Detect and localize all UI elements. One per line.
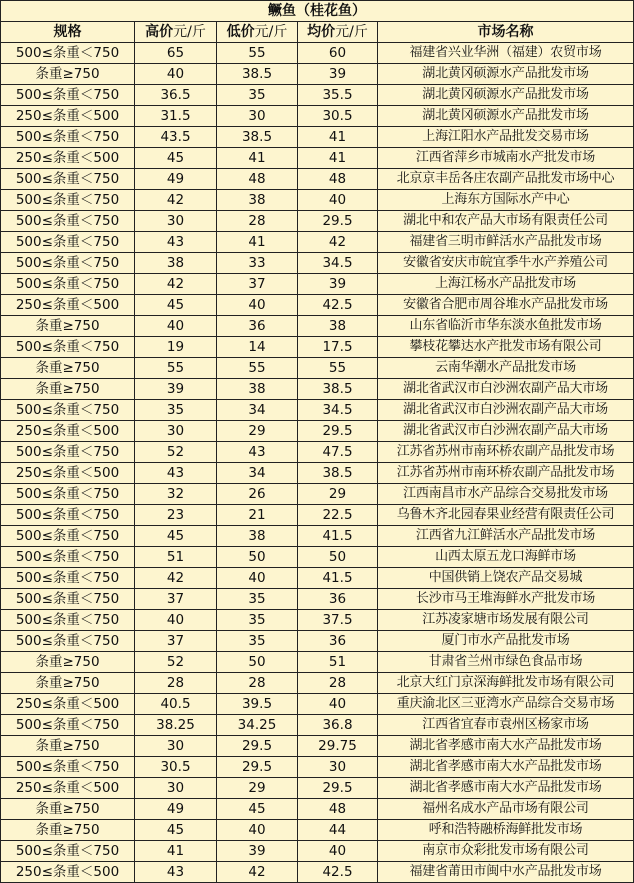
- cell-high-price: 30: [135, 778, 217, 799]
- cell-low-price: 34: [217, 463, 298, 484]
- table-row: [1, 526, 634, 547]
- cell-low-price: 38: [217, 379, 298, 400]
- table-row: [1, 631, 634, 652]
- cell-low-price: 35: [217, 610, 298, 631]
- cell-low-price: 41: [217, 232, 298, 253]
- cell-avg-price: 42.5: [298, 862, 378, 883]
- cell-spec: 500≤条重＜750: [1, 190, 135, 211]
- cell-low-price: 34: [217, 400, 298, 421]
- cell-spec: 条重≥750: [1, 64, 135, 85]
- cell-market-name: 湖北省武汉市白沙洲农副产品大市场: [378, 379, 634, 400]
- header-spec: 规格: [1, 22, 135, 43]
- table-row: [1, 274, 634, 295]
- header-row: [1, 22, 634, 43]
- cell-market-name: 江苏省苏州市南环桥农副产品批发市场: [378, 463, 634, 484]
- cell-low-price: 42: [217, 862, 298, 883]
- cell-market-name: 湖北省武汉市白沙洲农副产品大市场: [378, 421, 634, 442]
- cell-low-price: 43: [217, 442, 298, 463]
- cell-high-price: 49: [135, 169, 217, 190]
- cell-low-price: 21: [217, 505, 298, 526]
- cell-avg-price: 44: [298, 820, 378, 841]
- cell-market-name: 福建省兴业华洲（福建）农贸市场: [378, 43, 634, 64]
- cell-spec: 500≤条重＜750: [1, 715, 135, 736]
- cell-market-name: 湖北黄冈硕源水产品批发市场: [378, 85, 634, 106]
- cell-high-price: 35: [135, 400, 217, 421]
- cell-spec: 500≤条重＜750: [1, 169, 135, 190]
- cell-low-price: 40: [217, 568, 298, 589]
- table-row: [1, 64, 634, 85]
- cell-market-name: 重庆渝北区三亚湾水产品综合交易市场: [378, 694, 634, 715]
- cell-spec: 500≤条重＜750: [1, 337, 135, 358]
- table-row: [1, 232, 634, 253]
- header-avg: [298, 22, 378, 43]
- cell-spec: 500≤条重＜750: [1, 547, 135, 568]
- cell-spec: 条重≥750: [1, 736, 135, 757]
- table-row: [1, 211, 634, 232]
- cell-market-name: 湖北省孝感市南大水产品批发市场: [378, 778, 634, 799]
- table-row: [1, 316, 634, 337]
- cell-avg-price: 29: [298, 484, 378, 505]
- cell-spec: 500≤条重＜750: [1, 568, 135, 589]
- cell-spec: 500≤条重＜750: [1, 253, 135, 274]
- cell-market-name: 福建省莆田市闽中水产品批发市场: [378, 862, 634, 883]
- table-row: [1, 547, 634, 568]
- table-row: [1, 253, 634, 274]
- table-row: [1, 169, 634, 190]
- cell-high-price: 30: [135, 736, 217, 757]
- cell-low-price: 55: [217, 358, 298, 379]
- cell-high-price: 52: [135, 652, 217, 673]
- cell-high-price: 19: [135, 337, 217, 358]
- cell-market-name: 湖北中和农产品大市场有限责任公司: [378, 211, 634, 232]
- cell-low-price: 28: [217, 211, 298, 232]
- cell-high-price: 43.5: [135, 127, 217, 148]
- cell-low-price: 14: [217, 337, 298, 358]
- cell-avg-price: 40: [298, 694, 378, 715]
- cell-low-price: 40: [217, 820, 298, 841]
- cell-spec: 500≤条重＜750: [1, 631, 135, 652]
- cell-low-price: 48: [217, 169, 298, 190]
- cell-avg-price: 37.5: [298, 610, 378, 631]
- cell-avg-price: 36: [298, 631, 378, 652]
- cell-spec: 500≤条重＜750: [1, 85, 135, 106]
- cell-avg-price: 36.8: [298, 715, 378, 736]
- cell-high-price: 40: [135, 316, 217, 337]
- cell-high-price: 45: [135, 148, 217, 169]
- table-title: 鳜鱼（桂花鱼）: [1, 1, 634, 22]
- title-row: [1, 1, 634, 22]
- cell-low-price: 38: [217, 526, 298, 547]
- cell-spec: 500≤条重＜750: [1, 841, 135, 862]
- cell-market-name: 山西太原五龙口海鲜市场: [378, 547, 634, 568]
- cell-spec: 条重≥750: [1, 652, 135, 673]
- cell-low-price: 34.25: [217, 715, 298, 736]
- cell-high-price: 30.5: [135, 757, 217, 778]
- table-row: [1, 757, 634, 778]
- cell-avg-price: 48: [298, 799, 378, 820]
- cell-low-price: 50: [217, 547, 298, 568]
- cell-avg-price: 50: [298, 547, 378, 568]
- cell-high-price: 42: [135, 274, 217, 295]
- cell-high-price: 45: [135, 526, 217, 547]
- cell-avg-price: 39: [298, 64, 378, 85]
- cell-avg-price: 47.5: [298, 442, 378, 463]
- cell-high-price: 40: [135, 64, 217, 85]
- cell-avg-price: 41: [298, 127, 378, 148]
- cell-market-name: 湖北省孝感市南大水产品批发市场: [378, 757, 634, 778]
- cell-spec: 500≤条重＜750: [1, 274, 135, 295]
- cell-spec: 500≤条重＜750: [1, 610, 135, 631]
- table-row: [1, 820, 634, 841]
- header-avg-unit: 元/斤: [335, 24, 368, 40]
- cell-avg-price: 30: [298, 757, 378, 778]
- cell-low-price: 50: [217, 652, 298, 673]
- cell-spec: 250≤条重＜500: [1, 862, 135, 883]
- cell-market-name: 湖北黄冈硕源水产品批发市场: [378, 64, 634, 85]
- cell-avg-price: 40: [298, 190, 378, 211]
- cell-market-name: 长沙市马王堆海鲜水产批发市场: [378, 589, 634, 610]
- table-row: [1, 358, 634, 379]
- cell-high-price: 37: [135, 631, 217, 652]
- cell-market-name: 江苏凌家塘市场发展有限公司: [378, 610, 634, 631]
- header-low-unit: 元/斤: [254, 24, 288, 40]
- cell-high-price: 43: [135, 862, 217, 883]
- cell-low-price: 40: [217, 295, 298, 316]
- cell-market-name: 上海东方国际水产中心: [378, 190, 634, 211]
- cell-avg-price: 30.5: [298, 106, 378, 127]
- table-row: [1, 736, 634, 757]
- cell-market-name: 江西省宜春市袁州区杨家市场: [378, 715, 634, 736]
- cell-avg-price: 29.5: [298, 211, 378, 232]
- cell-spec: 条重≥750: [1, 316, 135, 337]
- table-row: [1, 295, 634, 316]
- cell-high-price: 23: [135, 505, 217, 526]
- table-row: [1, 652, 634, 673]
- cell-avg-price: 22.5: [298, 505, 378, 526]
- cell-low-price: 35: [217, 589, 298, 610]
- table-row: [1, 463, 634, 484]
- cell-spec: 500≤条重＜750: [1, 43, 135, 64]
- cell-low-price: 33: [217, 253, 298, 274]
- cell-market-name: 厦门市水产品批发市场: [378, 631, 634, 652]
- cell-avg-price: 42.5: [298, 295, 378, 316]
- cell-market-name: 安徽省合肥市周谷堆水产品批发市场: [378, 295, 634, 316]
- cell-low-price: 29: [217, 421, 298, 442]
- table-row: [1, 673, 634, 694]
- cell-high-price: 45: [135, 295, 217, 316]
- cell-market-name: 安徽省安庆市皖宜季牛水产养殖公司: [378, 253, 634, 274]
- table-row: [1, 841, 634, 862]
- cell-low-price: 41: [217, 148, 298, 169]
- cell-low-price: 28: [217, 673, 298, 694]
- cell-low-price: 35: [217, 85, 298, 106]
- table-row: [1, 862, 634, 883]
- cell-spec: 250≤条重＜500: [1, 148, 135, 169]
- cell-low-price: 29.5: [217, 736, 298, 757]
- cell-avg-price: 34.5: [298, 400, 378, 421]
- cell-spec: 条重≥750: [1, 358, 135, 379]
- cell-avg-price: 41.5: [298, 568, 378, 589]
- cell-avg-price: 51: [298, 652, 378, 673]
- header-high: [135, 22, 217, 43]
- table-row: [1, 85, 634, 106]
- cell-high-price: 38: [135, 253, 217, 274]
- cell-high-price: 52: [135, 442, 217, 463]
- cell-low-price: 30: [217, 106, 298, 127]
- cell-avg-price: 28: [298, 673, 378, 694]
- header-low-label: 低价: [226, 24, 255, 40]
- cell-low-price: 38.5: [217, 127, 298, 148]
- cell-market-name: 中国供销上饶农产品交易城: [378, 568, 634, 589]
- cell-market-name: 江苏省苏州市南环桥农副产品批发市场: [378, 442, 634, 463]
- cell-low-price: 35: [217, 631, 298, 652]
- cell-avg-price: 42: [298, 232, 378, 253]
- cell-spec: 500≤条重＜750: [1, 127, 135, 148]
- cell-spec: 500≤条重＜750: [1, 400, 135, 421]
- cell-high-price: 39: [135, 379, 217, 400]
- table-row: [1, 190, 634, 211]
- cell-high-price: 49: [135, 799, 217, 820]
- cell-spec: 条重≥750: [1, 673, 135, 694]
- cell-market-name: 南京市众彩批发市场有限公司: [378, 841, 634, 862]
- cell-spec: 250≤条重＜500: [1, 295, 135, 316]
- cell-avg-price: 55: [298, 358, 378, 379]
- table-row: [1, 43, 634, 64]
- cell-spec: 500≤条重＜750: [1, 232, 135, 253]
- cell-low-price: 39: [217, 841, 298, 862]
- table-row: [1, 715, 634, 736]
- header-avg-label: 均价: [307, 24, 336, 40]
- table-row: [1, 106, 634, 127]
- cell-market-name: 北京大红门京深海鲜批发市场有限公司: [378, 673, 634, 694]
- cell-high-price: 40: [135, 610, 217, 631]
- cell-avg-price: 48: [298, 169, 378, 190]
- cell-avg-price: 38: [298, 316, 378, 337]
- cell-high-price: 51: [135, 547, 217, 568]
- cell-market-name: 江西省九江鲜活水产品批发市场: [378, 526, 634, 547]
- cell-market-name: 湖北省武汉市白沙洲农副产品大市场: [378, 400, 634, 421]
- table-row: [1, 778, 634, 799]
- cell-market-name: 山东省临沂市华东淡水鱼批发市场: [378, 316, 634, 337]
- cell-market-name: 攀枝花攀达水产批发市场有限公司: [378, 337, 634, 358]
- table-row: [1, 127, 634, 148]
- cell-high-price: 36.5: [135, 85, 217, 106]
- cell-avg-price: 38.5: [298, 379, 378, 400]
- cell-low-price: 38: [217, 190, 298, 211]
- cell-market-name: 上海江杨水产品批发市场: [378, 274, 634, 295]
- cell-market-name: 江西南昌市水产品综合交易批发市场: [378, 484, 634, 505]
- cell-avg-price: 17.5: [298, 337, 378, 358]
- cell-high-price: 40.5: [135, 694, 217, 715]
- cell-high-price: 30: [135, 421, 217, 442]
- cell-spec: 250≤条重＜500: [1, 106, 135, 127]
- cell-low-price: 45: [217, 799, 298, 820]
- cell-high-price: 41: [135, 841, 217, 862]
- header-high-unit: 元/斤: [173, 24, 206, 40]
- cell-high-price: 65: [135, 43, 217, 64]
- cell-spec: 500≤条重＜750: [1, 484, 135, 505]
- cell-low-price: 38.5: [217, 64, 298, 85]
- table-row: [1, 799, 634, 820]
- cell-spec: 250≤条重＜500: [1, 778, 135, 799]
- table-row: [1, 421, 634, 442]
- cell-market-name: 福建省三明市鲜活水产品批发市场: [378, 232, 634, 253]
- cell-spec: 500≤条重＜750: [1, 589, 135, 610]
- cell-avg-price: 40: [298, 841, 378, 862]
- cell-spec: 500≤条重＜750: [1, 505, 135, 526]
- table-row: [1, 610, 634, 631]
- cell-high-price: 55: [135, 358, 217, 379]
- cell-avg-price: 35.5: [298, 85, 378, 106]
- cell-market-name: 云南华潮水产品批发市场: [378, 358, 634, 379]
- cell-low-price: 55: [217, 43, 298, 64]
- cell-spec: 250≤条重＜500: [1, 694, 135, 715]
- cell-spec: 500≤条重＜750: [1, 211, 135, 232]
- cell-spec: 250≤条重＜500: [1, 463, 135, 484]
- cell-high-price: 38.25: [135, 715, 217, 736]
- cell-avg-price: 39: [298, 274, 378, 295]
- cell-market-name: 江西省萍乡市城南水产批发市场: [378, 148, 634, 169]
- table-body: [1, 43, 634, 883]
- cell-avg-price: 36: [298, 589, 378, 610]
- header-low: [217, 22, 298, 43]
- cell-high-price: 42: [135, 568, 217, 589]
- cell-market-name: 福州名成水产品市场有限公司: [378, 799, 634, 820]
- cell-low-price: 29: [217, 778, 298, 799]
- table-row: [1, 337, 634, 358]
- cell-market-name: 呼和浩特融桥海鲜批发市场: [378, 820, 634, 841]
- cell-high-price: 30: [135, 211, 217, 232]
- table-row: [1, 589, 634, 610]
- table-row: [1, 484, 634, 505]
- cell-avg-price: 29.5: [298, 421, 378, 442]
- cell-avg-price: 29.75: [298, 736, 378, 757]
- cell-spec: 250≤条重＜500: [1, 421, 135, 442]
- table-row: [1, 505, 634, 526]
- cell-avg-price: 60: [298, 43, 378, 64]
- cell-spec: 条重≥750: [1, 379, 135, 400]
- cell-high-price: 45: [135, 820, 217, 841]
- cell-spec: 500≤条重＜750: [1, 526, 135, 547]
- table-row: [1, 568, 634, 589]
- table-row: [1, 400, 634, 421]
- cell-high-price: 43: [135, 232, 217, 253]
- cell-low-price: 36: [217, 316, 298, 337]
- cell-avg-price: 38.5: [298, 463, 378, 484]
- cell-market-name: 北京京丰岳各庄农副产品批发市场中心: [378, 169, 634, 190]
- cell-spec: 500≤条重＜750: [1, 757, 135, 778]
- table-row: [1, 379, 634, 400]
- cell-avg-price: 41: [298, 148, 378, 169]
- cell-low-price: 26: [217, 484, 298, 505]
- cell-spec: 条重≥750: [1, 820, 135, 841]
- cell-avg-price: 34.5: [298, 253, 378, 274]
- header-high-label: 高价: [145, 24, 174, 40]
- cell-high-price: 28: [135, 673, 217, 694]
- cell-low-price: 39.5: [217, 694, 298, 715]
- cell-market-name: 甘肃省兰州市绿色食品市场: [378, 652, 634, 673]
- cell-high-price: 42: [135, 190, 217, 211]
- cell-market-name: 湖北黄冈硕源水产品批发市场: [378, 106, 634, 127]
- cell-avg-price: 41.5: [298, 526, 378, 547]
- cell-spec: 500≤条重＜750: [1, 442, 135, 463]
- cell-high-price: 37: [135, 589, 217, 610]
- cell-low-price: 29.5: [217, 757, 298, 778]
- cell-market-name: 乌鲁木齐北园春果业经营有限责任公司: [378, 505, 634, 526]
- cell-avg-price: 29.5: [298, 778, 378, 799]
- cell-market-name: 上海江阳水产品批发交易市场: [378, 127, 634, 148]
- cell-low-price: 37: [217, 274, 298, 295]
- table-row: [1, 148, 634, 169]
- header-market: 市场名称: [378, 22, 634, 43]
- cell-high-price: 32: [135, 484, 217, 505]
- table-row: [1, 442, 634, 463]
- cell-market-name: 湖北省孝感市南大水产品批发市场: [378, 736, 634, 757]
- table-row: [1, 694, 634, 715]
- cell-high-price: 43: [135, 463, 217, 484]
- cell-high-price: 31.5: [135, 106, 217, 127]
- cell-spec: 条重≥750: [1, 799, 135, 820]
